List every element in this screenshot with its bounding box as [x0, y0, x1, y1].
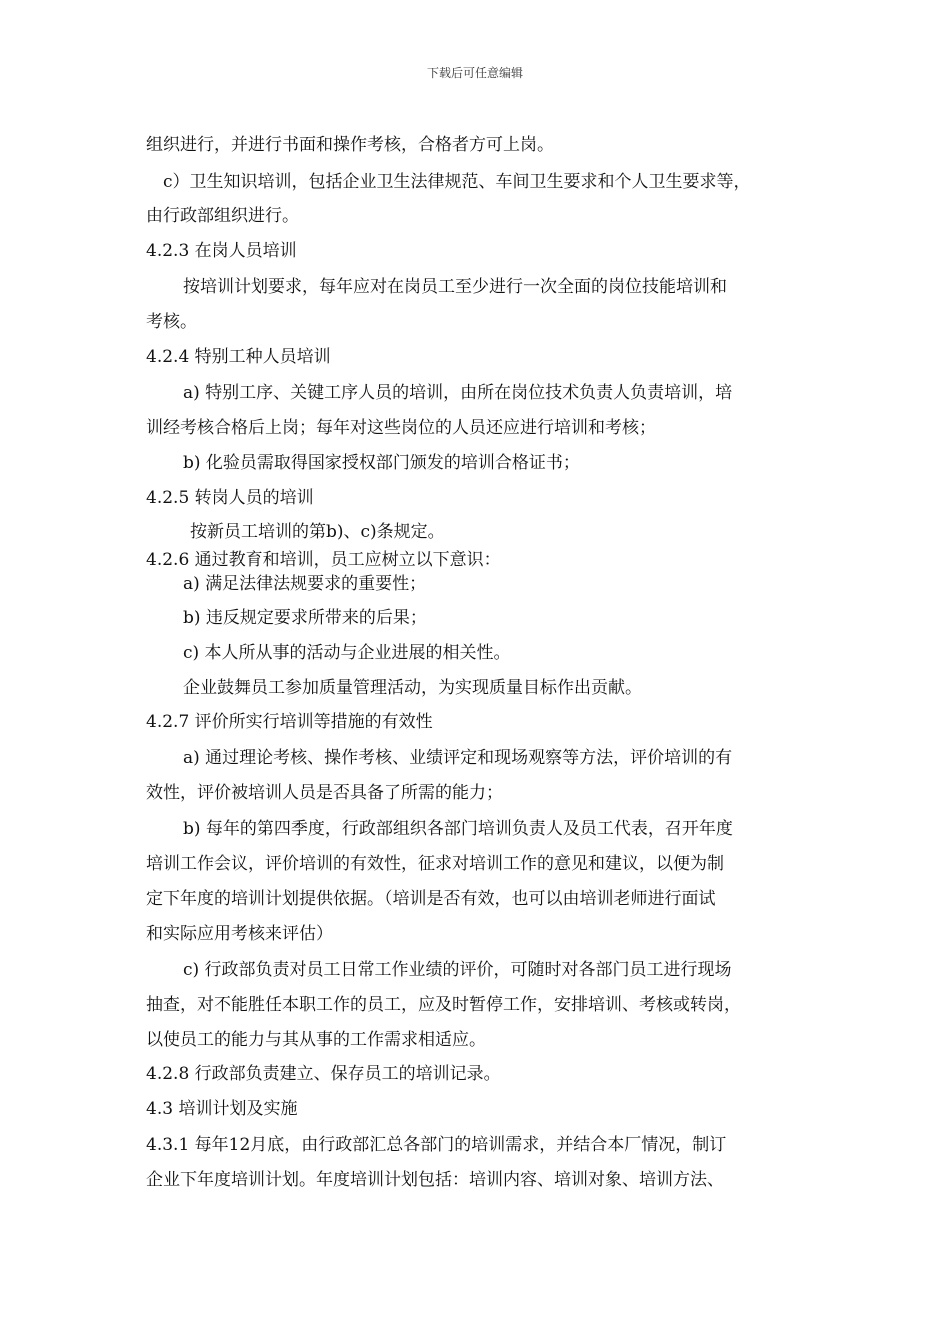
text-line: 以使员工的能力与其从事的工作需求相适应。: [146, 1030, 486, 1050]
text-line: 组织进行，并进行书面和操作考核，合格者方可上岗。: [146, 135, 554, 155]
text-line: b) 化验员需取得国家授权部门颁发的培训合格证书；: [183, 453, 580, 473]
text-line: 训经考核合格后上岗；每年对这些岗位的人员还应进行培训和考核；: [146, 418, 656, 438]
text-line: c）卫生知识培训，包括企业卫生法律规范、车间卫生要求和个人卫生要求等，: [163, 172, 751, 192]
text-line: 企业下年度培训计划。年度培训计划包括：培训内容、培训对象、培训方法、: [146, 1170, 724, 1190]
section-heading: 4.3 培训计划及实施: [146, 1099, 298, 1119]
text-line: a) 特别工序、关键工序人员的培训，由所在岗位技术负责人负责培训，培: [183, 383, 733, 403]
text-line: 企业鼓舞员工参加质量管理活动，为实现质量目标作出贡献。: [183, 678, 642, 698]
section-heading: 4.2.6 通过教育和培训，员工应树立以下意识：: [146, 550, 501, 570]
section-heading: 4.2.5 转岗人员的培训: [146, 488, 314, 508]
text-line: c) 行政部负责对员工日常工作业绩的评价，可随时对各部门员工进行现场: [183, 960, 732, 980]
text-line: 效性，评价被培训人员是否具备了所需的能力；: [146, 783, 503, 803]
text-line: 由行政部组织进行。: [146, 206, 299, 226]
section-heading: 4.2.8 行政部负责建立、保存员工的培训记录。: [146, 1064, 501, 1084]
text-line: 4.3.1 每年12月底，由行政部汇总各部门的培训需求，并结合本厂情况，制订: [146, 1135, 727, 1155]
text-line: c) 本人所从事的活动与企业进展的相关性。: [183, 643, 511, 663]
text-line: a) 满足法律法规要求的重要性；: [183, 574, 427, 594]
text-line: 按新员工培训的第b)、c)条规定。: [190, 522, 445, 542]
text-line: b) 每年的第四季度，行政部组织各部门培训负责人及员工代表，召开年度: [183, 819, 733, 839]
text-line: 按培训计划要求，每年应对在岗员工至少进行一次全面的岗位技能培训和: [183, 277, 727, 297]
page-header-note: 下载后可任意编辑: [426, 66, 523, 80]
text-line: 考核。: [146, 312, 197, 332]
text-line: 抽查，对不能胜任本职工作的员工，应及时暂停工作，安排培训、考核或转岗，: [146, 995, 741, 1015]
text-line: b) 违反规定要求所带来的后果；: [183, 608, 427, 628]
text-line: 和实际应用考核来评估）: [146, 924, 333, 944]
text-line: 培训工作会议，评价培训的有效性，征求对培训工作的意见和建议，以便为制: [146, 854, 724, 874]
text-line: a) 通过理论考核、操作考核、业绩评定和现场观察等方法，评价培训的有: [183, 748, 733, 768]
section-heading: 4.2.7 评价所实行培训等措施的有效性: [146, 712, 433, 732]
section-heading: 4.2.4 特别工种人员培训: [146, 347, 331, 367]
text-line: 定下年度的培训计划提供依据。（培训是否有效，也可以由培训老师进行面试: [146, 889, 716, 909]
section-heading: 4.2.3 在岗人员培训: [146, 241, 297, 261]
